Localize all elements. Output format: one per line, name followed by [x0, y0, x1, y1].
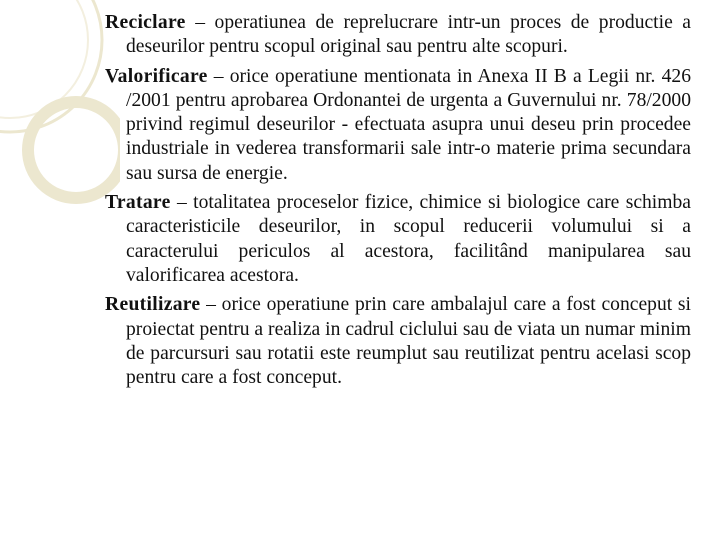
- entry-reutilizare: [105, 293, 691, 390]
- decor-arc-inner: [0, 0, 88, 118]
- decorative-arcs-graphic: [0, 0, 120, 260]
- definition-reutilizare: – orice operatiune prin care ambalajul care a fost conceput si proiectat pentru a realiza in cadrul ciclului sau de viata un numar minim de parcursuri sau rotatii este reumplut sau reutilizat pentru acelasi scop pentru care a fost conceput.: [126, 294, 691, 389]
- definition-reciclare: – operatiunea de reprelucrare intr-un proces de productie a deseurilor pentru scopul original sau pentru alte scopuri.: [126, 12, 691, 58]
- definitions-list: [105, 11, 691, 395]
- entry-tratare: [105, 191, 691, 288]
- term-valorificare: Valorificare: [105, 65, 208, 87]
- entry-valorificare: [105, 65, 691, 186]
- decor-arc-outer: [0, 0, 102, 132]
- definition-tratare: – totalitatea proceselor fizice, chimice si biologice care schimba caracteristicile deseurilor, in scopul reducerii volumului si a caracterului periculos al acestora, facilitând manipularea sau valorificarea acestora.: [126, 192, 691, 286]
- term-reutilizare: Reutilizare: [105, 294, 201, 316]
- definition-valorificare: – orice operatiune mentionata in Anexa II B a Legii nr. 426 /2001 pentru aprobarea Ordonantei de urgenta a Guvernului nr. 78/2000 privind regimul deseurilor - efectuata asupra unui deseu prin procedee industriale in vederea transformarii sale intr-o materie prima secundara sau sursa de energie.: [126, 65, 691, 184]
- term-reciclare: Reciclare: [105, 12, 186, 33]
- term-tratare: Tratare: [105, 192, 171, 214]
- entry-reciclare: [105, 11, 691, 60]
